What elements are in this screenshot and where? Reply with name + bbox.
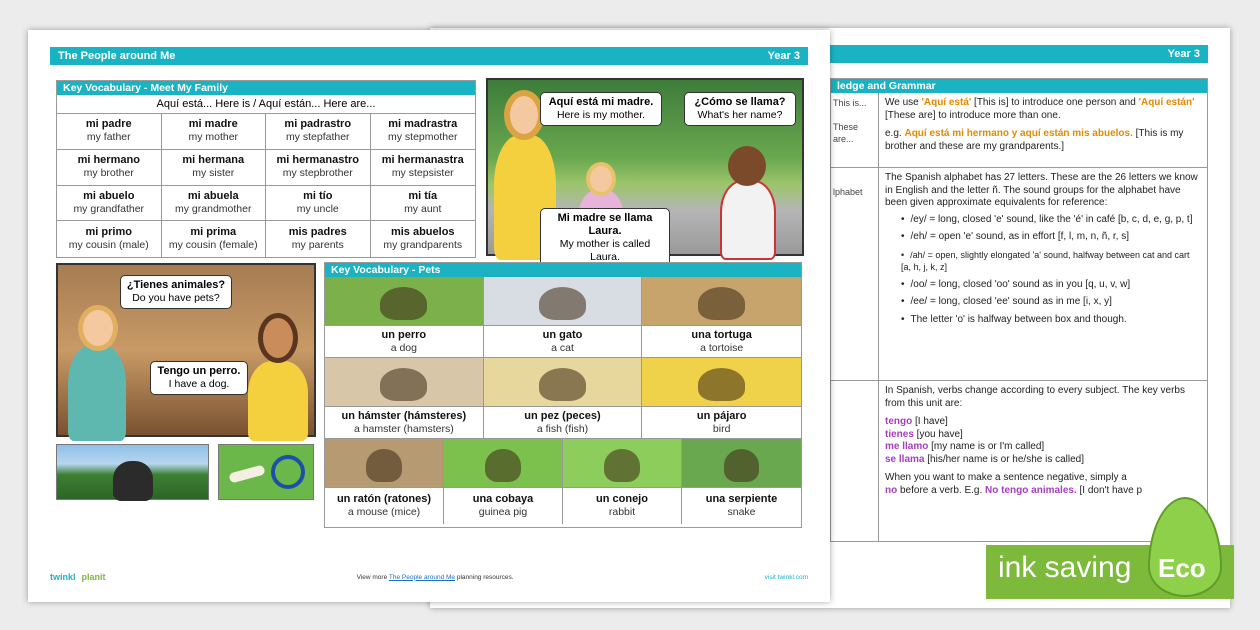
family-grid xyxy=(57,114,475,257)
english-translation: my stepbrother xyxy=(282,167,353,180)
spanish-word: mi abuelo xyxy=(83,189,135,202)
grammar-heading: ledge and Grammar xyxy=(831,79,1207,93)
speech-bubble: Aquí está mi madre. Here is my mother. xyxy=(540,92,662,126)
pet-picture xyxy=(484,277,642,325)
spanish-word: un hámster (hámsteres) xyxy=(341,409,467,422)
pet-shape xyxy=(539,368,586,402)
pet-label xyxy=(642,325,801,357)
twinkl-logo: twinkl xyxy=(50,572,76,582)
list-item: • The letter 'o' is halfway between box and though. xyxy=(901,314,1201,327)
family-vocab-cell xyxy=(162,114,267,150)
family-vocab-cell xyxy=(266,221,371,257)
english-translation: my uncle xyxy=(296,202,339,215)
pet-picture xyxy=(444,439,562,487)
spanish-word: un pez (peces) xyxy=(524,409,601,422)
year-label: Year 3 xyxy=(767,50,800,62)
english-translation: my aunt xyxy=(404,202,442,215)
footer-text: View more The People around Me planning resources. xyxy=(356,573,514,581)
english-translation: my stepsister xyxy=(391,167,454,180)
speech-bubble: Mi madre se llama Laura. My mother is called Laura. xyxy=(540,208,670,268)
english-translation: my parents xyxy=(291,239,344,252)
english-translation: my sister xyxy=(192,167,235,180)
english-translation: my grandfather xyxy=(73,202,145,215)
family-vocab-cell xyxy=(57,221,162,257)
spanish-word: mi hermanastro xyxy=(276,154,360,167)
english-translation: snake xyxy=(727,506,756,518)
pet-shape xyxy=(366,449,401,483)
spanish-word: mis abuelos xyxy=(390,226,455,239)
spanish-word: mis padres xyxy=(288,226,347,239)
spanish-word: mi abuela xyxy=(187,189,239,202)
pet-shape xyxy=(539,287,586,321)
list-item: tengo [I have] xyxy=(885,416,948,427)
boy-head xyxy=(728,146,766,186)
verbs-text: In Spanish, verbs change according to every subject. The key verbs from this unit are: tengo [I have] tienes [you have] me llamo [my name is or I'm called] se llama [his/her name is or he/she is called] When you want to make a sentence negative, simply a no before a verb. E.g. No tengo animales. [I don't have p xyxy=(879,381,1207,541)
speech-bubble: ¿Tienes animales? Do you have pets? xyxy=(120,275,232,309)
grammar-section-alphabet xyxy=(831,168,1207,381)
pet-picture xyxy=(325,277,483,325)
pet-vocab-card xyxy=(484,358,643,438)
spanish-word: mi hermana xyxy=(182,154,245,167)
family-vocab-cell xyxy=(371,221,476,257)
pets-vocabulary-panel xyxy=(324,262,802,528)
pet-picture xyxy=(325,439,443,487)
spanish-word: una tortuga xyxy=(691,328,752,341)
speech-bubble: ¿Cómo se llama? What's her name? xyxy=(684,92,796,126)
english-translation: my stepfather xyxy=(285,131,350,144)
grammar-intro-text: We use 'Aquí está' [This is] to introduce one person and 'Aquí están' [These are] to introduce more than one. e.g. Aquí está mi hermano y aquí están mis abuelos. [This is my brother and these are my grandparents.] xyxy=(885,97,1195,152)
english-translation: a fish (fish) xyxy=(536,422,589,435)
family-vocabulary-panel xyxy=(56,80,476,258)
list-item: • /eh/ = open 'e' sound, as in effort [f, l, m, n, ñ, r, s] xyxy=(901,231,1201,244)
ink-saving-label: ink saving xyxy=(998,551,1132,584)
family-vocab-cell xyxy=(266,150,371,186)
spanish-word: un conejo xyxy=(596,493,648,505)
english-translation: bird xyxy=(712,422,731,435)
list-item: • /ah/ = open, slightly elongated 'a' sound, halfway between cat and cart [a, h, j, k, z] xyxy=(901,249,1201,274)
spanish-word: mi tía xyxy=(408,189,438,202)
list-item: • /ee/ = long, closed 'ee' sound as in me [i, x, y] xyxy=(901,296,1201,309)
english-translation: my brother xyxy=(83,167,134,180)
family-vocab-cell xyxy=(57,114,162,150)
pet-picture xyxy=(563,439,681,487)
pet-vocab-card xyxy=(325,439,444,524)
spanish-word: un ratón (ratones) xyxy=(336,493,432,505)
spanish-word: un pájaro xyxy=(696,409,747,422)
english-translation: guinea pig xyxy=(478,506,528,518)
pet-vocab-card xyxy=(642,358,801,438)
alphabet-text: The Spanish alphabet has 27 letters. These are the 26 letters we know in English and the letter ñ. The sound groups for the alphabet have been given approximate equivalents for reference: • /ey/ = long, closed 'e' sound, like the 'é' in café [b, c, d, e, g, p, t] • /eh/ = open 'e' sound, as in effort [f, l, m, n, ñ, r, s] • /ah/ = open, slightly elongated 'a' sound, halfway between cat and cart [a, h, j, k, z] • /oo/ = long, closed 'oo' sound as in you [q, u, v, w] • /ee/ = long, closed 'ee' sound as in me [i, x, y] • The letter 'o' is halfway between box and though. xyxy=(879,168,1207,380)
verb-list xyxy=(885,416,1201,466)
girl-figure xyxy=(248,361,308,441)
english-translation: my grandparents xyxy=(383,239,463,252)
family-vocab-cell xyxy=(371,114,476,150)
family-vocab-cell xyxy=(162,186,267,222)
spanish-word: mi tío xyxy=(303,189,333,202)
pet-vocab-card xyxy=(682,439,801,524)
pet-label xyxy=(642,406,801,438)
speech-bubble: Tengo un perro. I have a dog. xyxy=(150,361,248,395)
spanish-word: un perro xyxy=(381,328,427,341)
bone-shape xyxy=(228,465,265,484)
spanish-word: mi prima xyxy=(190,226,237,239)
english-translation: a mouse (mice) xyxy=(347,506,421,518)
pet-picture xyxy=(325,358,483,406)
front-page xyxy=(28,30,830,602)
pets-row xyxy=(325,439,801,524)
family-vocab-cell xyxy=(371,186,476,222)
family-vocab-cell xyxy=(57,150,162,186)
pet-shape xyxy=(380,368,427,402)
spanish-word: mi hermanastra xyxy=(381,154,464,167)
footer xyxy=(50,562,808,592)
pet-shape xyxy=(485,449,520,483)
girl-head xyxy=(258,313,298,363)
pets-heading: Key Vocabulary - Pets xyxy=(325,263,801,277)
spanish-word: mi primo xyxy=(85,226,132,239)
puppy-shape xyxy=(113,461,153,501)
pet-vocab-card xyxy=(642,277,801,357)
mother-head xyxy=(504,90,544,140)
list-item: se llama [his/her name is or he/she is called] xyxy=(885,453,1085,465)
pet-label xyxy=(484,325,642,357)
pet-vocab-card xyxy=(563,439,682,524)
pet-shape xyxy=(698,287,746,321)
english-translation: a dog xyxy=(390,341,417,354)
spanish-word: una serpiente xyxy=(705,493,778,505)
english-translation: a cat xyxy=(551,341,574,354)
alphabet-left-label: lphabet xyxy=(831,168,879,380)
english-translation: rabbit xyxy=(608,506,636,518)
english-translation: a tortoise xyxy=(700,341,744,354)
dog-toys-photo xyxy=(218,444,314,500)
list-item: tienes [you have] xyxy=(885,428,963,440)
spanish-word: mi madrastra xyxy=(388,118,458,131)
comic-pets-panel xyxy=(56,263,316,437)
spanish-word: mi madre xyxy=(188,118,238,131)
pet-shape xyxy=(604,449,639,483)
boy-head xyxy=(78,305,118,351)
grammar-left-label: This is... These are... xyxy=(831,93,879,167)
pet-shape xyxy=(698,368,746,402)
pet-label xyxy=(325,325,483,357)
back-title-bar xyxy=(830,45,1208,63)
planit-logo: planit xyxy=(81,572,106,582)
pet-picture xyxy=(642,277,801,325)
eco-badge xyxy=(986,497,1234,601)
back-year-label: Year 3 xyxy=(1167,48,1200,60)
english-translation: my mother xyxy=(188,131,239,144)
pet-label xyxy=(444,487,562,524)
pet-picture xyxy=(682,439,801,487)
english-translation: my stepmother xyxy=(388,131,458,144)
pet-label xyxy=(682,487,801,524)
family-vocab-cell xyxy=(162,150,267,186)
boy-figure xyxy=(68,345,126,441)
list-item: me llamo [my name is or I'm called] xyxy=(885,441,1045,452)
grammar-section-intro xyxy=(831,93,1207,168)
pet-shape xyxy=(380,287,427,321)
list-item: • /ey/ = long, closed 'e' sound, like the 'é' in café [b, c, d, e, g, p, t] xyxy=(901,214,1201,227)
leash-shape xyxy=(271,455,305,489)
family-vocab-cell xyxy=(266,114,371,150)
grammar-panel xyxy=(830,78,1208,542)
family-vocab-cell xyxy=(266,186,371,222)
pet-vocab-card xyxy=(325,277,484,357)
page-title: The People around Me xyxy=(58,50,176,62)
pet-vocab-card xyxy=(484,277,643,357)
dog-photo xyxy=(56,444,209,500)
family-vocab-cell xyxy=(57,186,162,222)
family-subtitle: Aquí está... Here is / Aquí están... Here are... xyxy=(57,95,475,114)
spanish-word: mi padrastro xyxy=(284,118,352,131)
pet-picture xyxy=(642,358,801,406)
pet-label xyxy=(484,406,642,438)
english-translation: my cousin (female) xyxy=(168,239,258,252)
family-vocab-cell xyxy=(162,221,267,257)
alphabet-bullets xyxy=(901,214,1201,327)
spanish-word: mi padre xyxy=(85,118,132,131)
eco-label: Eco xyxy=(1158,553,1206,583)
footer-website[interactable]: visit twinkl.com xyxy=(764,573,808,581)
english-translation: a hamster (hamsters) xyxy=(353,422,454,435)
spanish-word: una cobaya xyxy=(472,493,534,505)
list-item: • /oo/ = long, closed 'oo' sound as in you [q, u, v, w] xyxy=(901,279,1201,292)
footer-link[interactable]: The People around Me xyxy=(388,573,456,581)
pets-row xyxy=(325,277,801,358)
title-bar xyxy=(50,47,808,65)
english-translation: my grandmother xyxy=(175,202,252,215)
family-vocab-cell xyxy=(371,150,476,186)
boy-figure xyxy=(720,180,776,260)
pet-label xyxy=(563,487,681,524)
english-translation: my cousin (male) xyxy=(68,239,149,252)
spanish-word: mi hermano xyxy=(77,154,140,167)
english-translation: my father xyxy=(86,131,131,144)
girl-head xyxy=(586,162,616,196)
comic-mother-panel xyxy=(486,78,804,263)
pet-vocab-card xyxy=(444,439,563,524)
pets-row xyxy=(325,358,801,439)
pet-label xyxy=(325,487,443,524)
spanish-word: un gato xyxy=(542,328,583,341)
pet-shape xyxy=(724,449,760,483)
family-heading: Key Vocabulary - Meet My Family xyxy=(57,81,475,95)
pet-vocab-card xyxy=(325,358,484,438)
pet-picture xyxy=(484,358,642,406)
pet-label xyxy=(325,406,483,438)
